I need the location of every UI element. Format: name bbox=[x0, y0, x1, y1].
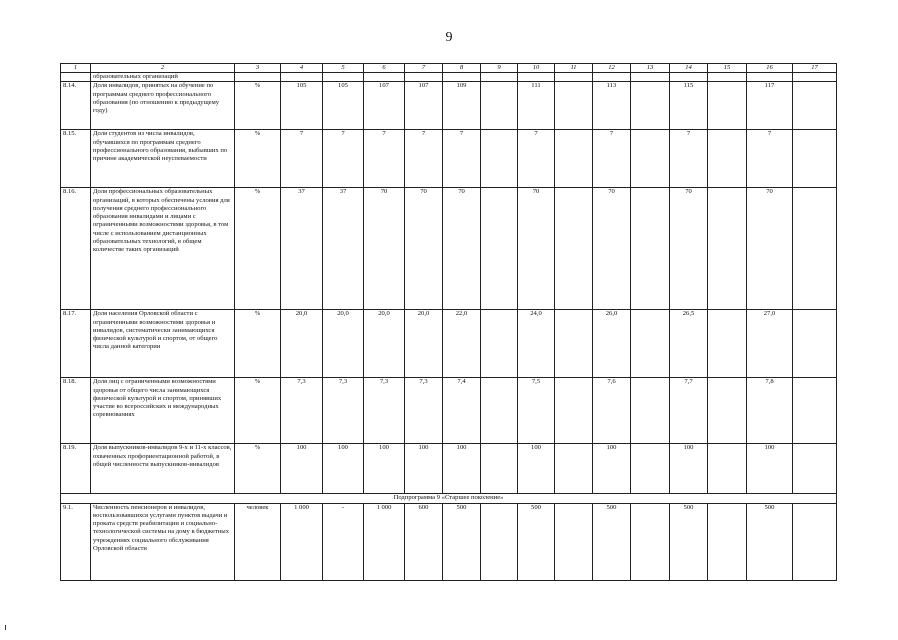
column-number: 14 bbox=[670, 64, 708, 73]
column-number: 2 bbox=[91, 64, 235, 73]
value-cell: 20,0 bbox=[323, 310, 364, 378]
row-number: 9.1. bbox=[61, 503, 91, 580]
value-cell bbox=[708, 444, 747, 494]
value-cell bbox=[631, 82, 670, 130]
row-number: 8.17. bbox=[61, 310, 91, 378]
value-cell: 20,0 bbox=[281, 310, 323, 378]
table-row bbox=[61, 503, 837, 580]
unit-cell: % bbox=[235, 82, 281, 130]
unit-cell: % bbox=[235, 310, 281, 378]
column-number: 12 bbox=[593, 64, 631, 73]
value-cell: 70 bbox=[364, 188, 405, 310]
value-cell: 100 bbox=[670, 444, 708, 494]
page-edge-mark bbox=[5, 625, 6, 630]
value-cell: 7,3 bbox=[281, 378, 323, 444]
value-cell bbox=[555, 130, 593, 188]
value-cell: 500 bbox=[518, 503, 555, 580]
column-number-row bbox=[61, 64, 837, 73]
subprogram-row bbox=[61, 494, 837, 503]
value-cell bbox=[631, 130, 670, 188]
unit-cell: % bbox=[235, 444, 281, 494]
value-cell bbox=[793, 503, 837, 580]
indicator-name: Численность пенсионеров и инвалидов, воспользовавшихся услугами пунктов выдачи и проката средств реабилитации и социально-технологической системы на дому в бюджетных учреждениях социального обслуживания Орловской области bbox=[91, 503, 235, 580]
column-number: 4 bbox=[281, 64, 323, 73]
value-cell bbox=[793, 310, 837, 378]
value-cell: 70 bbox=[593, 188, 631, 310]
value-cell bbox=[631, 310, 670, 378]
value-cell: 107 bbox=[405, 82, 443, 130]
value-cell bbox=[708, 378, 747, 444]
row-number: 8.18. bbox=[61, 378, 91, 444]
table-row bbox=[61, 188, 837, 310]
value-cell bbox=[481, 378, 518, 444]
indicator-name: Доля лиц с ограниченными возможностями здоровья от общего числа занимающихся физической культурой и спортом, принявших участие во всероссийских и международных соревнованиях bbox=[91, 378, 235, 444]
indicator-name: Доля студентов из числа инвалидов, обучавшихся по программам среднего профессионального образования, выбывших по причине академической неуспеваемости bbox=[91, 130, 235, 188]
value-cell: 500 bbox=[747, 503, 793, 580]
value-cell: 500 bbox=[593, 503, 631, 580]
value-cell: 111 bbox=[518, 82, 555, 130]
value-cell: 7,6 bbox=[593, 378, 631, 444]
value-cell: 7 bbox=[364, 130, 405, 188]
table-row bbox=[61, 130, 837, 188]
value-cell: 70 bbox=[670, 188, 708, 310]
value-cell: 7 bbox=[281, 130, 323, 188]
value-cell bbox=[481, 82, 518, 130]
indicator-name: Доля выпускников-инвалидов 9-х и 11-х классов, охваченных профориентационной работой, в общей численности выпускников-инвалидов bbox=[91, 444, 235, 494]
page-number: 9 bbox=[445, 30, 453, 45]
value-cell bbox=[631, 503, 670, 580]
value-cell bbox=[631, 444, 670, 494]
value-cell: 100 bbox=[405, 444, 443, 494]
value-cell: - bbox=[323, 503, 364, 580]
value-cell bbox=[555, 82, 593, 130]
value-cell: 20,0 bbox=[364, 310, 405, 378]
value-cell bbox=[793, 378, 837, 444]
value-cell bbox=[555, 188, 593, 310]
table-row bbox=[61, 82, 837, 130]
subprogram-title: Подпрограмма 9 «Старшее поколение» bbox=[61, 494, 837, 503]
unit-cell: % bbox=[235, 378, 281, 444]
value-cell bbox=[708, 503, 747, 580]
table-row bbox=[61, 378, 837, 444]
value-cell: 7 bbox=[670, 130, 708, 188]
table-row bbox=[61, 310, 837, 378]
value-cell bbox=[631, 188, 670, 310]
value-cell: 500 bbox=[670, 503, 708, 580]
column-number: 3 bbox=[235, 64, 281, 73]
value-cell: 100 bbox=[364, 444, 405, 494]
column-number: 7 bbox=[405, 64, 443, 73]
column-number: 15 bbox=[708, 64, 747, 73]
table-row bbox=[61, 444, 837, 494]
value-cell: 113 bbox=[593, 82, 631, 130]
indicator-table bbox=[60, 63, 837, 581]
value-cell: 7,3 bbox=[405, 378, 443, 444]
value-cell: 115 bbox=[670, 82, 708, 130]
value-cell bbox=[481, 444, 518, 494]
value-cell: 70 bbox=[405, 188, 443, 310]
value-cell: 100 bbox=[747, 444, 793, 494]
column-number: 6 bbox=[364, 64, 405, 73]
column-number: 1 bbox=[61, 64, 91, 73]
value-cell bbox=[555, 503, 593, 580]
value-cell: 70 bbox=[518, 188, 555, 310]
value-cell: 7,4 bbox=[443, 378, 481, 444]
unit-cell: человек bbox=[235, 503, 281, 580]
value-cell bbox=[708, 310, 747, 378]
value-cell: 7 bbox=[518, 130, 555, 188]
value-cell: 37 bbox=[323, 188, 364, 310]
value-cell bbox=[555, 378, 593, 444]
value-cell: 37 bbox=[281, 188, 323, 310]
column-number: 9 bbox=[481, 64, 518, 73]
value-cell: 107 bbox=[364, 82, 405, 130]
value-cell bbox=[631, 378, 670, 444]
value-cell: 7 bbox=[443, 130, 481, 188]
value-cell: 100 bbox=[323, 444, 364, 494]
value-cell: 27,0 bbox=[747, 310, 793, 378]
value-cell: 1 000 bbox=[364, 503, 405, 580]
row-number: 8.15. bbox=[61, 130, 91, 188]
column-number: 16 bbox=[747, 64, 793, 73]
column-number: 13 bbox=[631, 64, 670, 73]
value-cell: 600 bbox=[405, 503, 443, 580]
value-cell bbox=[481, 503, 518, 580]
value-cell bbox=[708, 188, 747, 310]
value-cell bbox=[481, 310, 518, 378]
value-cell: 105 bbox=[281, 82, 323, 130]
value-cell: 105 bbox=[323, 82, 364, 130]
value-cell bbox=[793, 130, 837, 188]
value-cell: 100 bbox=[593, 444, 631, 494]
column-number: 5 bbox=[323, 64, 364, 73]
value-cell: 7,8 bbox=[747, 378, 793, 444]
value-cell bbox=[555, 310, 593, 378]
value-cell: 70 bbox=[747, 188, 793, 310]
value-cell: 117 bbox=[747, 82, 793, 130]
continuation-text: образовательных организаций bbox=[91, 73, 235, 82]
value-cell: 24,0 bbox=[518, 310, 555, 378]
column-number: 11 bbox=[555, 64, 593, 73]
value-cell bbox=[793, 82, 837, 130]
value-cell bbox=[708, 82, 747, 130]
value-cell: 500 bbox=[443, 503, 481, 580]
value-cell: 7 bbox=[405, 130, 443, 188]
row-number: 8.16. bbox=[61, 188, 91, 310]
value-cell: 26,0 bbox=[593, 310, 631, 378]
value-cell bbox=[481, 188, 518, 310]
column-number: 10 bbox=[518, 64, 555, 73]
column-number: 8 bbox=[443, 64, 481, 73]
value-cell bbox=[793, 188, 837, 310]
value-cell: 1 000 bbox=[281, 503, 323, 580]
table-row bbox=[61, 73, 837, 82]
value-cell: 7,5 bbox=[518, 378, 555, 444]
value-cell bbox=[793, 444, 837, 494]
row-number: 8.19. bbox=[61, 444, 91, 494]
value-cell: 26,5 bbox=[670, 310, 708, 378]
value-cell: 22,0 bbox=[443, 310, 481, 378]
value-cell bbox=[481, 130, 518, 188]
unit-cell: % bbox=[235, 130, 281, 188]
value-cell: 7,3 bbox=[364, 378, 405, 444]
value-cell: 109 bbox=[443, 82, 481, 130]
value-cell: 70 bbox=[443, 188, 481, 310]
value-cell: 7,3 bbox=[323, 378, 364, 444]
value-cell: 20,0 bbox=[405, 310, 443, 378]
indicator-name: Доля профессиональных образовательных организаций, в которых обеспечены условия для получения среднего профессионального образования инвалидами и лицами с ограниченными возможностями здоровья, в том числе с использованием дистанционных образовательных технологий, в общем количестве таких организаций bbox=[91, 188, 235, 310]
value-cell: 100 bbox=[518, 444, 555, 494]
column-number: 17 bbox=[793, 64, 837, 73]
value-cell: 7 bbox=[593, 130, 631, 188]
value-cell bbox=[555, 444, 593, 494]
value-cell: 7 bbox=[323, 130, 364, 188]
unit-cell: % bbox=[235, 188, 281, 310]
value-cell bbox=[708, 130, 747, 188]
value-cell: 100 bbox=[281, 444, 323, 494]
indicator-name: Доля населения Орловской области с ограниченными возможностями здоровья и инвалидов, систематически занимающихся физической культурой и спортом, от общего числа данной категории bbox=[91, 310, 235, 378]
value-cell: 100 bbox=[443, 444, 481, 494]
row-number: 8.14. bbox=[61, 82, 91, 130]
value-cell: 7,7 bbox=[670, 378, 708, 444]
value-cell: 7 bbox=[747, 130, 793, 188]
indicator-name: Доля инвалидов, принятых на обучение по программам среднего профессионального образования (по отношению к предыдущему году) bbox=[91, 82, 235, 130]
